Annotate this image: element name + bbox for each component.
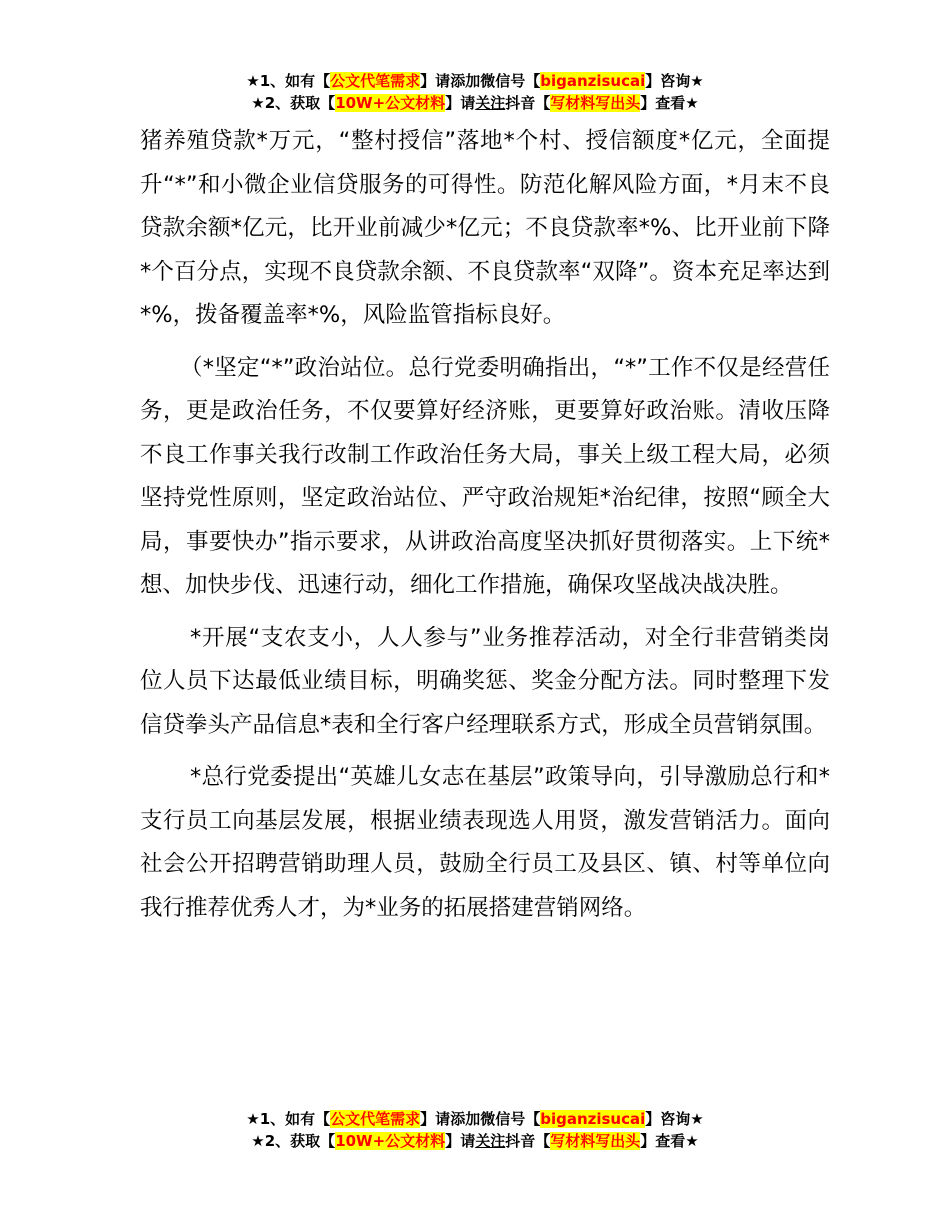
paragraph-2: （*坚定“*”政治站位。总行党委明确指出，“*”工作不仅是经营任务，更是政治任务，不仅要算好经济账，更要算好政治账。清收压降不良工作事关我行改制工作政治任务大局，事关上级工程大局，必须坚持党性原则，坚定政治站位、严守政治规矩*治纪律，按照“顾全大局，事要快办”指示要求，从讲政治高度坚决抓好贯彻落实。上下统*想、加快步伐、迅速行动，细化工作措施，确保攻坚战决战决胜。 (140, 354, 830, 598)
banner-text: 2、获取【 (264, 1132, 336, 1150)
banner-text: 抖音【 (505, 94, 551, 112)
banner-emphasis: 关注 (475, 1132, 506, 1150)
banner-text: 】请 (445, 1132, 476, 1150)
star-icon: ★ (246, 72, 260, 90)
banner-line-2 (0, 1130, 950, 1152)
star-icon: ★ (246, 1110, 260, 1128)
paragraph-3: *开展“支农支小，人人参与”业务推荐活动，对全行非营销类岗位人员下达最低业绩目标，明确奖惩、奖金分配方法。同时整理下发信贷拳头产品信息*表和全行客户经理联系方式，形成全员营销氛围。 (140, 624, 830, 738)
paragraph-4: *总行党委提出“英雄儿女志在基层”政策导向，引导激励总行和*支行员工向基层发展，根据业绩表现选人用贤，激发营销活力。面向社会公开招聘营销助理人员，鼓励全行员工及县区、镇、村等单位向我行推荐优秀人才，为*业务的拓展搭建营销网络。 (140, 764, 830, 921)
star-icon: ★ (251, 1132, 265, 1150)
douyin-id-highlight: 写材料写出头 (550, 1132, 641, 1150)
banner-text: 】请 (445, 94, 476, 112)
footer-banner (0, 1108, 950, 1152)
banner-text: 】咨询★ (645, 72, 704, 90)
header-banner (0, 70, 950, 114)
banner-text: 1、如有【 (259, 1110, 331, 1128)
banner-emphasis: 添加 (450, 72, 481, 90)
banner-line-1 (0, 1108, 950, 1130)
materials-highlight: 10W+公文材料 (335, 1132, 446, 1150)
document-body (140, 120, 830, 930)
banner-text: 2、获取【 (264, 94, 336, 112)
wechat-id-highlight: biganzisucai (540, 1110, 646, 1128)
banner-emphasis: 关注 (475, 94, 506, 112)
banner-text: 】查看★ (640, 1132, 699, 1150)
banner-text: 】请 (420, 1110, 451, 1128)
paragraph-1: 猪养殖贷款*万元，“整村授信”落地*个村、授信额度*亿元，全面提升“*”和小微企业信贷服务的可得性。防范化解风险方面，*月末不良贷款余额*亿元，比开业前减少*亿元；不良贷款率*%、比开业前下降*个百分点，实现不良贷款余额、不良贷款率“双降”。资本充足率达到*%，拨备覆盖率*%，风险监管指标良好。 (140, 128, 830, 328)
materials-highlight: 10W+公文材料 (335, 94, 446, 112)
banner-text: 】查看★ (640, 94, 699, 112)
service-highlight: 公文代笔需求 (330, 72, 421, 90)
banner-text: 】请 (420, 72, 451, 90)
douyin-id-highlight: 写材料写出头 (550, 94, 641, 112)
star-icon: ★ (251, 94, 265, 112)
banner-text: 抖音【 (505, 1132, 551, 1150)
wechat-id-highlight: biganzisucai (540, 72, 646, 90)
service-highlight: 公文代笔需求 (330, 1110, 421, 1128)
banner-text: 微信号【 (480, 72, 541, 90)
banner-line-1 (0, 70, 950, 92)
banner-text: 】咨询★ (645, 1110, 704, 1128)
banner-emphasis: 添加 (450, 1110, 481, 1128)
banner-text: 微信号【 (480, 1110, 541, 1128)
banner-line-2 (0, 92, 950, 114)
banner-text: 1、如有【 (259, 72, 331, 90)
